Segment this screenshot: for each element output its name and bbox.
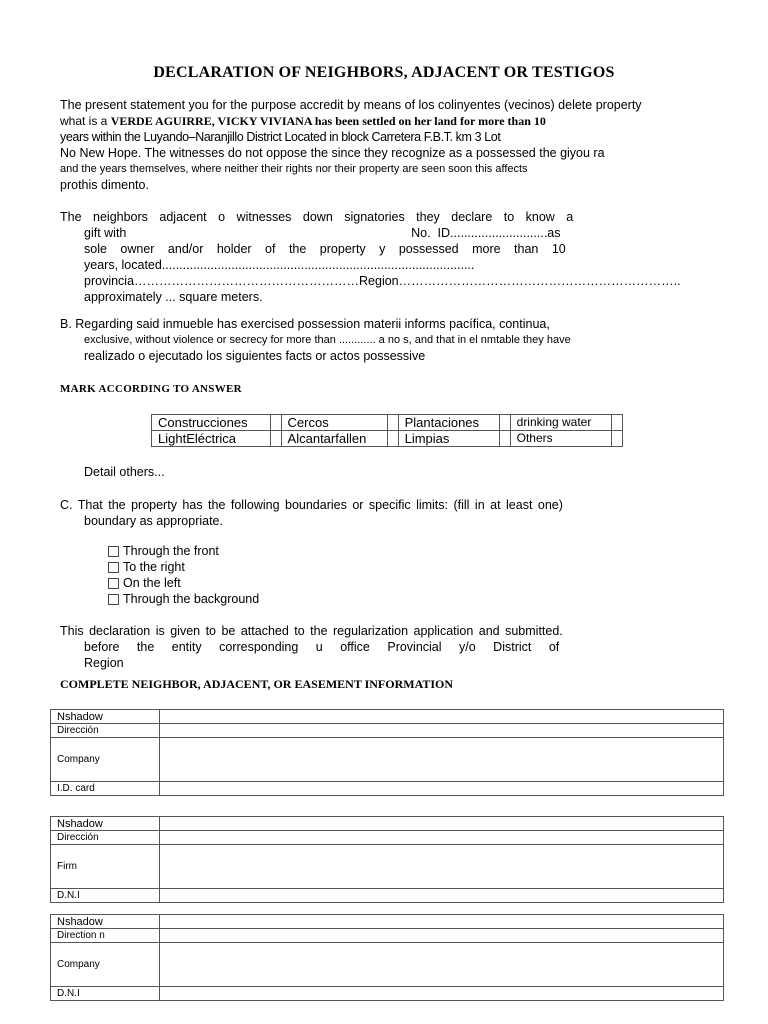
checkbox-icon[interactable] [108, 546, 119, 557]
section-a-line-6: approximately ... square meters. [84, 290, 263, 304]
complete-info-label: COMPLETE NEIGHBOR, ADJACENT, OR EASEMENT INFORMATION [60, 677, 454, 691]
section-c-line-2: boundary as appropriate. [84, 514, 223, 528]
option-label: LightEléctrica [152, 431, 271, 447]
option-label: Alcantarfallen [281, 431, 387, 447]
name-field[interactable] [160, 710, 724, 724]
boundary-item[interactable] [108, 559, 259, 575]
option-checkbox[interactable] [499, 415, 510, 431]
mark-according-label: MARK ACCORDING TO ANSWER [60, 383, 242, 395]
id-field[interactable] [160, 782, 724, 796]
section-c [60, 497, 720, 529]
option-checkbox[interactable] [387, 415, 398, 431]
neighbor-info-table [50, 816, 724, 903]
page-title: DECLARATION OF NEIGHBORS, ADJACENT OR TESTIGOS [153, 64, 615, 81]
boundary-label: Through the front [123, 544, 219, 558]
option-label: Limpias [398, 431, 499, 447]
section-a-line-2: gift with No. ID............................as [84, 226, 561, 240]
neighbor-info-table [50, 914, 724, 1001]
name-label: Nshadow [51, 710, 160, 724]
intro-line-4: No New Hope. The witnesses do not oppose the since they recognize as a possessed the giyou ra [60, 146, 605, 160]
option-checkbox[interactable] [499, 431, 510, 447]
id-label: D.N.I [51, 987, 160, 1001]
declaration-line-1: This declaration is given to be attached to the regularization application and submitted. [60, 624, 563, 638]
address-label: Dirección [51, 831, 160, 845]
name-label: Nshadow [51, 915, 160, 929]
declaration-line-2: before the entity corresponding u office Provincial y/o District of [84, 640, 560, 654]
signature-label: Firm [51, 845, 160, 889]
boundary-label: Through the background [123, 592, 260, 606]
option-label: drinking water [510, 415, 611, 431]
boundary-checklist [108, 543, 259, 607]
section-a [60, 209, 720, 305]
intro-paragraph [60, 97, 720, 193]
section-a-line-5: provincia………………………………………………Region………………………………………………………….. [84, 274, 681, 288]
section-c-line-1: C. That the property has the following boundaries or specific limits: (fill in at least one) [60, 498, 563, 512]
intro-line-5: and the years themselves, where neither their rights nor their property are seen soon this affects [60, 163, 528, 175]
option-checkbox[interactable] [612, 415, 623, 431]
address-field[interactable] [160, 831, 724, 845]
signature-field[interactable] [160, 943, 724, 987]
signature-label: Company [51, 943, 160, 987]
intro-line-2 [60, 113, 720, 129]
id-label: I.D. card [51, 782, 160, 796]
section-a-line-4: years, located.......................................................................................... [84, 258, 475, 272]
section-b [60, 316, 720, 364]
option-label: Cercos [281, 415, 387, 431]
section-b-line-1: B. Regarding said inmueble has exercised possession materii informs pacífica, continua, [60, 317, 550, 331]
options-row [152, 415, 623, 431]
option-label: Plantaciones [398, 415, 499, 431]
signature-label: Company [51, 738, 160, 782]
section-a-line-3: sole owner and/or holder of the property y possessed more than 10 [84, 242, 566, 256]
boundary-item[interactable] [108, 575, 259, 591]
address-field[interactable] [160, 929, 724, 943]
checkbox-icon[interactable] [108, 578, 119, 589]
declaration-paragraph [60, 623, 720, 671]
option-checkbox[interactable] [270, 415, 281, 431]
detail-others: Detail others... [84, 465, 165, 479]
name-label: Nshadow [51, 817, 160, 831]
name-field[interactable] [160, 817, 724, 831]
checkbox-icon[interactable] [108, 562, 119, 573]
intro-line-6: prothis dimento. [60, 178, 149, 192]
options-row [152, 431, 623, 447]
boundary-item[interactable] [108, 591, 259, 607]
option-label: Construcciones [152, 415, 271, 431]
id-field[interactable] [160, 889, 724, 903]
option-checkbox[interactable] [270, 431, 281, 447]
id-field[interactable] [160, 987, 724, 1001]
option-checkbox[interactable] [387, 431, 398, 447]
declaration-line-3: Region [84, 656, 124, 670]
address-label: Direction n [51, 929, 160, 943]
name-field[interactable] [160, 915, 724, 929]
intro-line-3: years within the Luyando–Naranjillo District Located in block Carretera F.B.T. km 3 Lot [60, 130, 501, 144]
address-field[interactable] [160, 724, 724, 738]
id-label: D.N.I [51, 889, 160, 903]
options-table [151, 414, 623, 447]
section-b-line-2: exclusive, without violence or secrecy for more than ............ a no s, and that in el nmtable they have [84, 334, 571, 346]
boundary-label: On the left [123, 576, 181, 590]
checkbox-icon[interactable] [108, 594, 119, 605]
address-label: Dirección [51, 724, 160, 738]
intro-line-1: The present statement you for the purpose accredit by means of los colinyentes (vecinos) delete property [60, 98, 642, 112]
intro-line-2-lead: what is a [60, 114, 111, 128]
section-b-line-3: realizado o ejecutado los siguientes facts or actos possessive [84, 349, 426, 363]
option-label: Others [510, 431, 611, 447]
boundary-label: To the right [123, 560, 185, 574]
signature-field[interactable] [160, 845, 724, 889]
boundary-item[interactable] [108, 543, 259, 559]
section-a-line-1: The neighbors adjacent o witnesses down signatories they declare to know a [60, 210, 574, 224]
applicant-name: VERDE AGUIRRE, VICKY VIVIANA has been settled on her land for more than 10 [110, 114, 546, 128]
option-checkbox[interactable] [612, 431, 623, 447]
neighbor-info-table [50, 709, 724, 796]
signature-field[interactable] [160, 738, 724, 782]
